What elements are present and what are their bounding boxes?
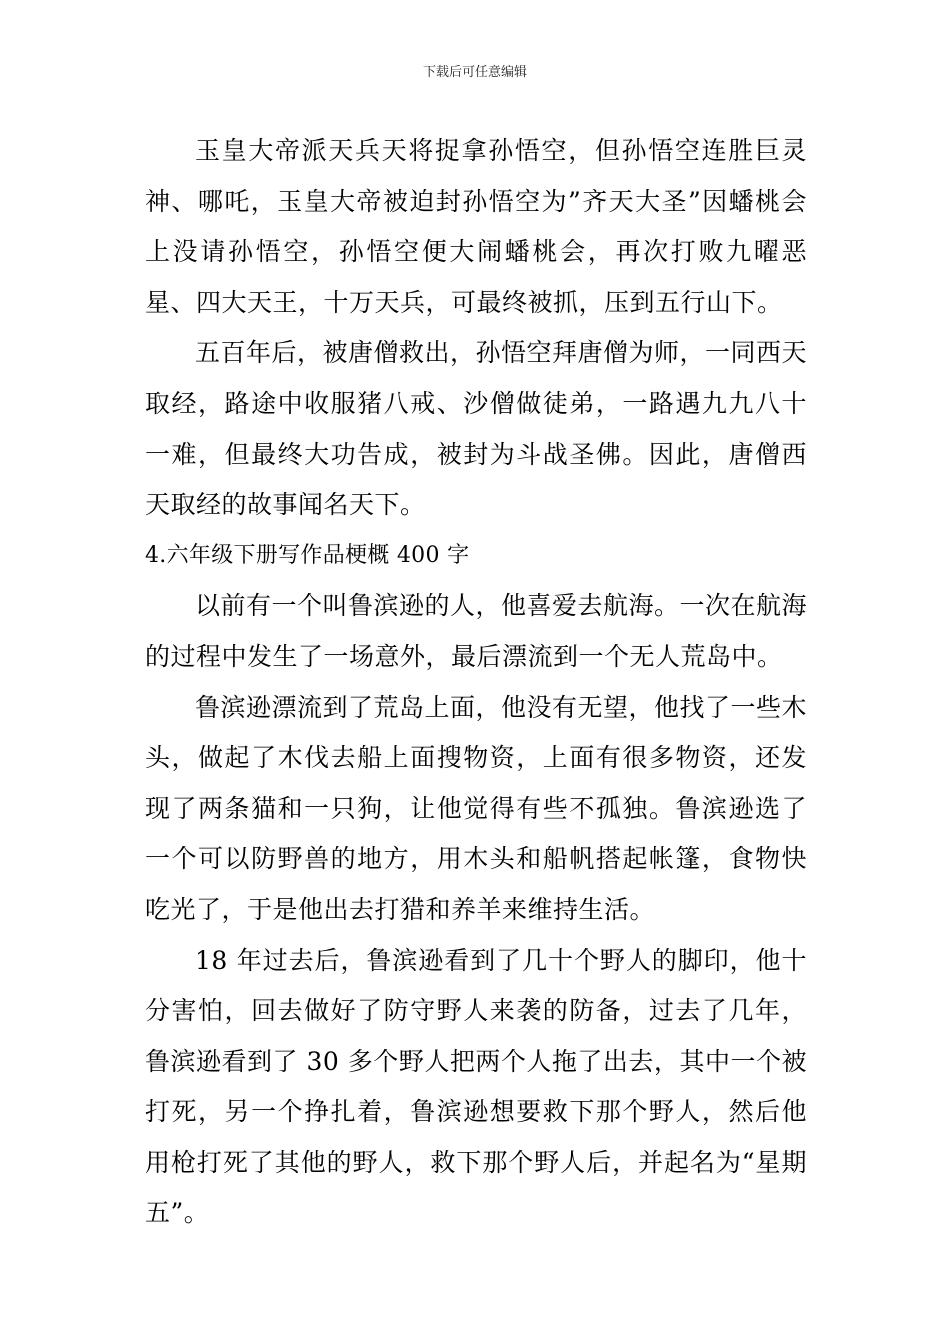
page-header-note: 下载后可任意编辑	[422, 65, 527, 80]
paragraph-journey-west: 五百年后，被唐僧救出，孙悟空拜唐僧为师，一同西天取经，路途中收服猪八戒、沙僧做徒弟，一路遇九九八十一难，但最终大功告成，被封为斗战圣佛。因此，唐僧西天取经的故事闻名天下。	[145, 338, 808, 520]
section-heading: 4.六年级下册写作品梗概 400 字	[145, 542, 470, 568]
document-body	[145, 126, 807, 1239]
paragraph-robinson-friday: 18 年过去后，鲁滨逊看到了几十个野人的脚印，他十分害怕，回去做好了防守野人来袭的防备，过去了几年，鲁滨逊看到了 30 多个野人把两个人拖了出去，其中一个被打死，另一个挣扎着，鲁滨逊想要救下那个野人，然后他用枪打死了其他的野人，救下那个野人后，并起名为“星期五”。	[145, 945, 807, 1228]
paragraph-robinson-island: 鲁滨逊漂流到了荒岛上面，他没有无望，他找了一些木头，做起了木伐去船上面搜物资，上面有很多物资，还发现了两条猫和一只狗，让他觉得有些不孤独。鲁滨逊选了一个可以防野兽的地方，用木头和船帆搭起帐篷，食物快吃光了，于是他出去打猎和养羊来维持生活。	[145, 692, 808, 924]
paragraph-jade-emperor: 玉皇大帝派天兵天将捉拿孙悟空，但孙悟空连胜巨灵神、哪吒，玉皇大帝被迫封孙悟空为”齐天大圣”因蟠桃会上没请孙悟空，孙悟空便大闹蟠桃会，再次打败九曜恶星、四大天王，十万天兵，可最终被抓，压到五行山下。	[145, 136, 807, 317]
paragraph-robinson-intro: 以前有一个叫鲁滨逊的人，他喜爱去航海。一次在航海的过程中发生了一场意外，最后漂流到一个无人荒岛中。	[145, 591, 808, 671]
